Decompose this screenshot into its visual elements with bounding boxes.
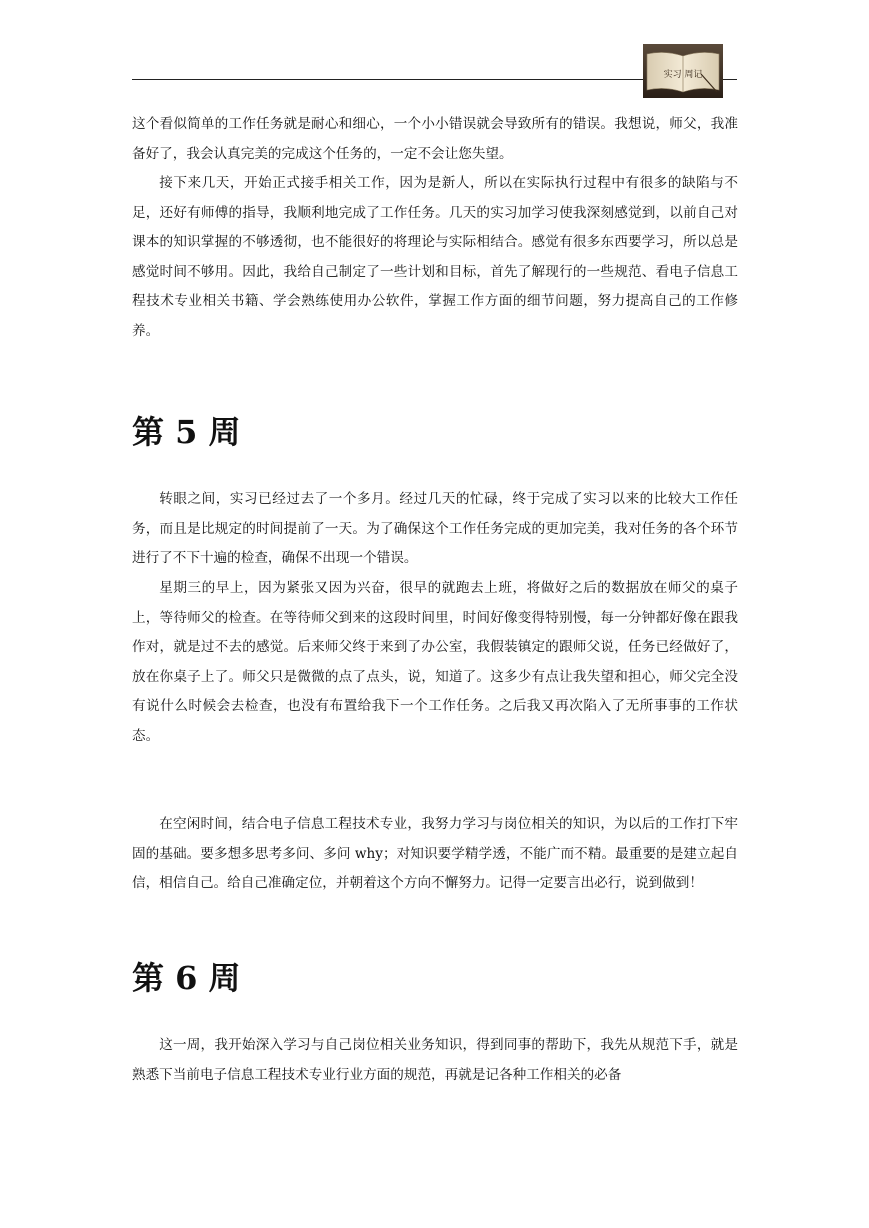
paragraph-intro-2: 接下来几天，开始正式接手相关工作，因为是新人，所以在实际执行过程中有很多的缺陷与不足，还好有师傅的指导，我顺利地完成了工作任务。几天的实习加学习使我深刻感觉到，以前自己对课本的知识掌握的不够透彻，也不能很好的将理论与实际相结合。感觉有很多东西要学习，所以总是感觉时间不够用。因此，我给自己制定了一些计划和目标，首先了解现行的一些规范、看电子信息工程技术专业相关书籍、学会熟练使用办公软件，掌握工作方面的细节问题，努力提高自己的工作修养。 <box>132 175 738 339</box>
week5-heading: 第 5 周 <box>132 413 241 451</box>
paragraph-intro-1: 这个看似简单的工作任务就是耐心和细心，一个小小错误就会导致所有的错误。我想说，师父，我准备好了，我会认真完美的完成这个任务的，一定不会让您失望。 <box>132 116 738 162</box>
header-logo-book-icon <box>643 44 723 98</box>
paragraph-week5-3: 在空闲时间，结合电子信息工程技术专业，我努力学习与岗位相关的知识，为以后的工作打下牢固的基础。要多想多思考多问、多问 why；对知识要学精学透，不能广而不精。最重要的是建立起自信，相信自己。给自己准确定位，并朝着这个方向不懈努力。记得一定要言出必行，说到做到！ <box>132 816 738 891</box>
paragraph-week5-2: 星期三的早上，因为紧张又因为兴奋，很早的就跑去上班，将做好之后的数据放在师父的桌子上，等待师父的检查。在等待师父到来的这段时间里，时间好像变得特别慢，每一分钟都好像在跟我作对，就是过不去的感觉。后来师父终于来到了办公室，我假装镇定的跟师父说，任务已经做好了，放在你桌子上了。师父只是微微的点了点头，说，知道了。这多少有点让我失望和担心，师父完全没有说什么时候会去检查，也没有布置给我下一个工作任务。之后我又再次陷入了无所事事的工作状态。 <box>132 580 738 744</box>
header-logo-text: 实习 周记 <box>663 70 703 80</box>
week6-heading: 第 6 周 <box>132 959 241 997</box>
paragraph-week6-1: 这一周，我开始深入学习与自己岗位相关业务知识，得到同事的帮助下，我先从规范下手，就是熟悉下当前电子信息工程技术专业行业方面的规范，再就是记各种工作相关的必备 <box>132 1037 738 1083</box>
paragraph-week5-1: 转眼之间，实习已经过去了一个多月。经过几天的忙碌，终于完成了实习以来的比较大工作任务，而且是比规定的时间提前了一天。为了确保这个工作任务完成的更加完美，我对任务的各个环节进行了不下十遍的检查，确保不出现一个错误。 <box>132 491 738 566</box>
